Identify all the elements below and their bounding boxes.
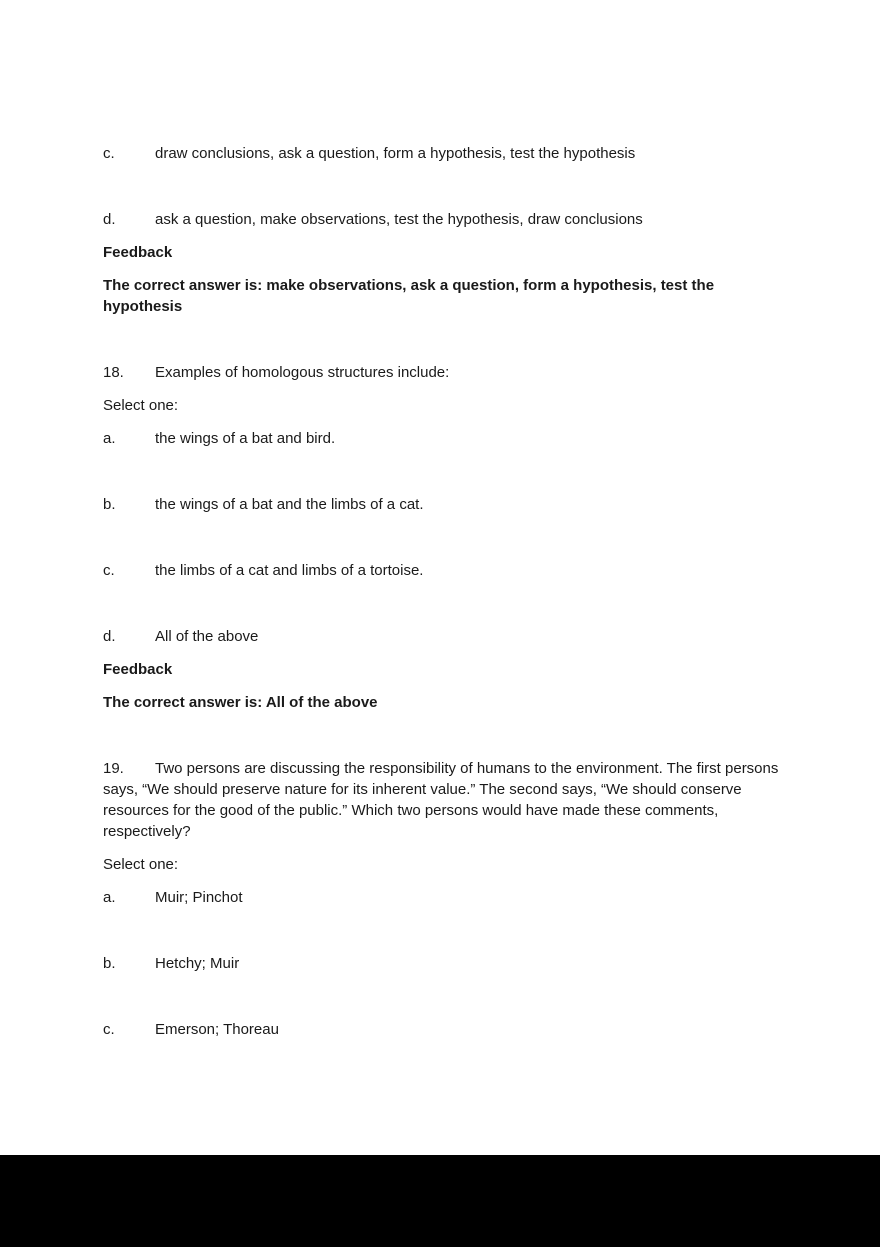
bottom-bar xyxy=(0,1155,880,1247)
blank-line xyxy=(103,461,780,482)
option-text: the wings of a bat and bird. xyxy=(155,430,336,447)
option-letter: d. xyxy=(103,628,116,645)
option-letter: c. xyxy=(103,562,115,579)
question-text: Examples of homologous structures include: xyxy=(155,364,450,381)
answer-option xyxy=(103,560,780,581)
blank-line xyxy=(103,920,780,941)
answer-option xyxy=(103,209,780,230)
answer-option xyxy=(103,953,780,974)
option-letter: b. xyxy=(103,955,116,972)
option-letter: a. xyxy=(103,889,116,906)
correct-answer-text: The correct answer is: All of the above xyxy=(103,694,378,711)
option-text: Muir; Pinchot xyxy=(155,889,243,906)
option-text: Hetchy; Muir xyxy=(155,955,240,972)
option-text: All of the above xyxy=(155,628,259,645)
blank-line xyxy=(103,176,780,197)
correct-answer-text: The correct answer is: make observations, ask a question, form a hypothesis, test the hypothesis xyxy=(103,277,715,315)
question xyxy=(103,362,780,383)
question-text: Two persons are discussing the responsibility of humans to the environment. The first persons says, “We should preserve nature for its inherent value.” The second says, “We should conserve resources for the good of the public.” Which two persons would have made these comments, respectively? xyxy=(103,760,779,840)
select-one-label: Select one: xyxy=(103,856,179,873)
question xyxy=(103,758,780,842)
option-text: draw conclusions, ask a question, form a hypothesis, test the hypothesis xyxy=(155,145,636,162)
option-letter: c. xyxy=(103,1021,115,1038)
blank-line xyxy=(103,527,780,548)
answer-option xyxy=(103,143,780,164)
select-one-label: Select one: xyxy=(103,397,179,414)
question-number: 18. xyxy=(103,364,124,381)
option-letter: b. xyxy=(103,496,116,513)
answer-option xyxy=(103,494,780,515)
answer-option xyxy=(103,1019,780,1040)
option-text: the limbs of a cat and limbs of a tortoise. xyxy=(155,562,424,579)
blank-line xyxy=(103,725,780,746)
answer-option xyxy=(103,428,780,449)
feedback-heading: Feedback xyxy=(103,661,173,678)
option-letter: a. xyxy=(103,430,116,447)
option-text: Emerson; Thoreau xyxy=(155,1021,279,1038)
option-letter: d. xyxy=(103,211,116,228)
answer-option xyxy=(103,887,780,908)
feedback-heading: Feedback xyxy=(103,244,173,261)
answer-option xyxy=(103,626,780,647)
option-text: ask a question, make observations, test the hypothesis, draw conclusions xyxy=(155,211,643,228)
question-number: 19. xyxy=(103,760,124,777)
blank-line xyxy=(103,593,780,614)
blank-line xyxy=(103,329,780,350)
blank-line xyxy=(103,986,780,1007)
option-text: the wings of a bat and the limbs of a cat. xyxy=(155,496,424,513)
option-letter: c. xyxy=(103,145,115,162)
